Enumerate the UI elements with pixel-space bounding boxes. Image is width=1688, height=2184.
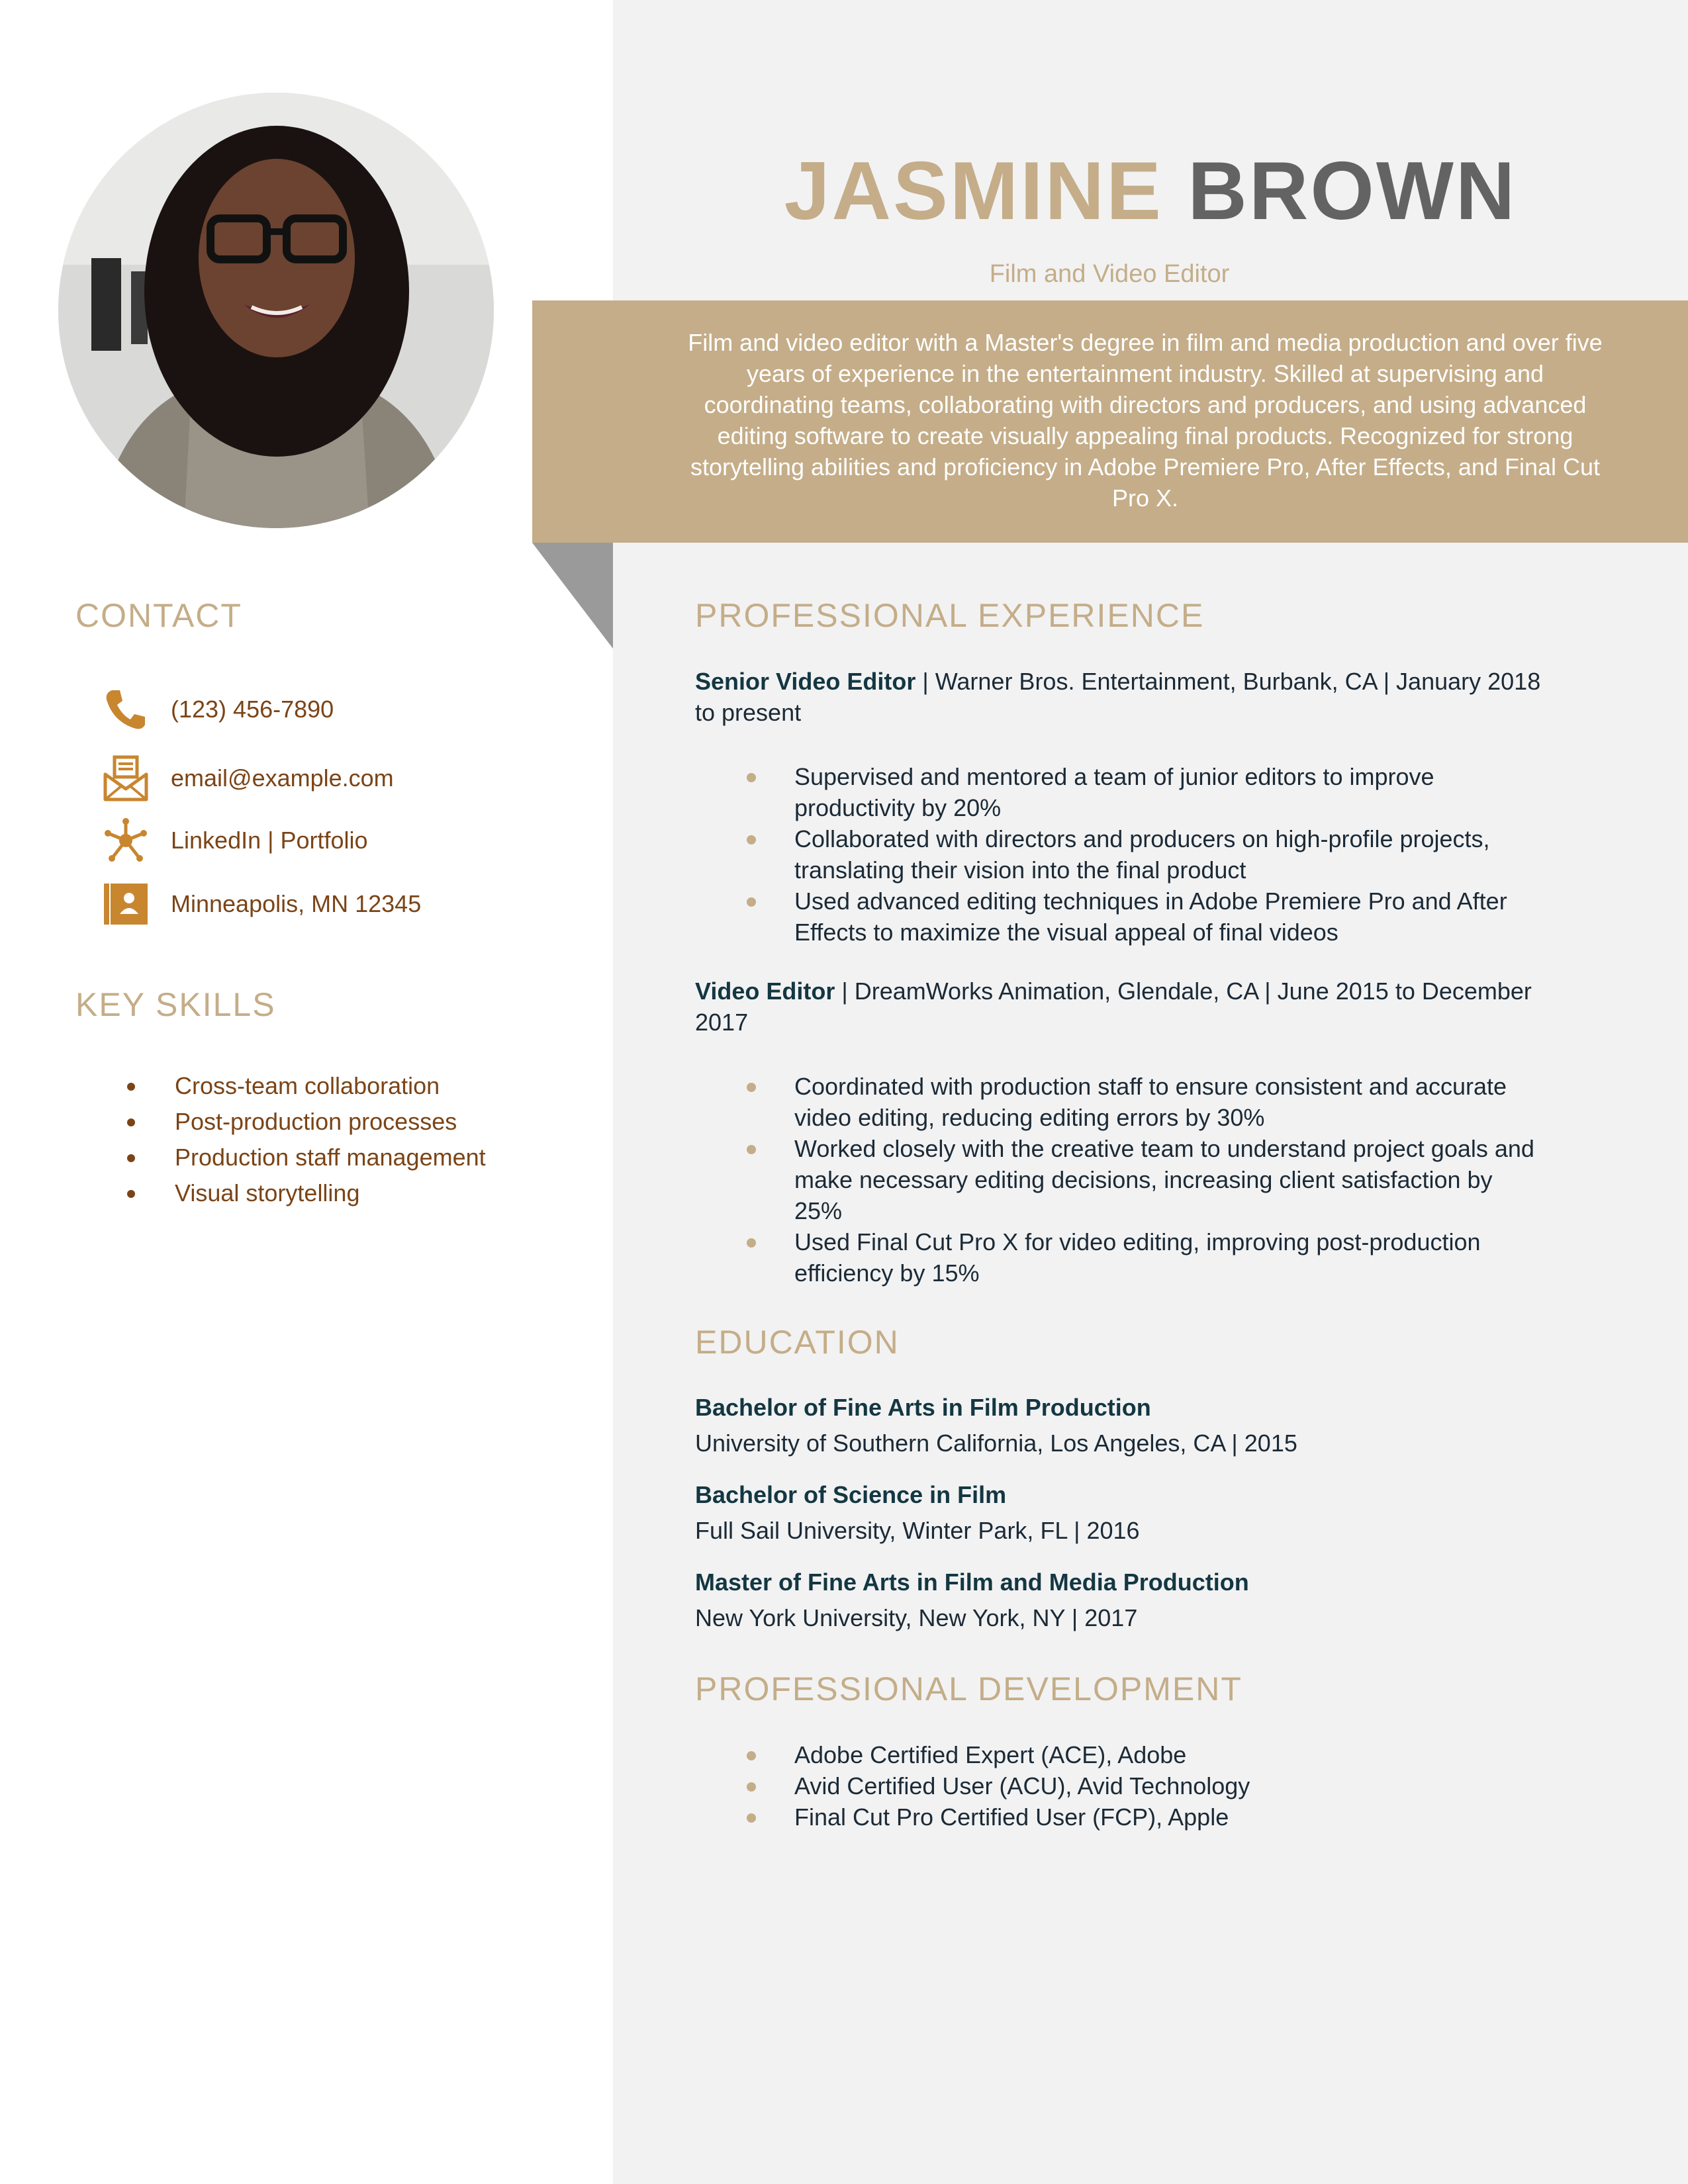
education-degree: Bachelor of Fine Arts in Film Production — [695, 1394, 1151, 1421]
job-header — [695, 666, 1556, 728]
contact-phone — [99, 683, 334, 736]
location-text: Minneapolis, MN 12345 — [171, 890, 422, 917]
development-heading: PROFESSIONAL DEVELOPMENT — [695, 1670, 1243, 1707]
candidate-name — [613, 142, 1688, 241]
list-item: Avid Certified User (ACU), Avid Technology — [741, 1770, 1536, 1801]
last-name: BROWN — [1188, 146, 1517, 237]
job-role: Senior Video Editor — [695, 668, 916, 695]
skills-heading: KEY SKILLS — [75, 986, 276, 1023]
list-item: Post-production processes — [123, 1104, 486, 1140]
contact-heading: CONTACT — [75, 597, 242, 634]
job-bullets — [741, 761, 1536, 948]
list-item: Collaborated with directors and producers on high-profile projects, translating their vision into the final product — [741, 823, 1536, 886]
profile-photo-illustration — [58, 93, 494, 528]
job-header — [695, 976, 1556, 1038]
contact-email[interactable] — [99, 752, 394, 805]
job-role: Video Editor — [695, 978, 835, 1005]
list-item: Cross-team collaboration — [123, 1068, 486, 1104]
job-details: | Warner Bros. Entertainment, Burbank, CA | January 2018 to present — [695, 668, 1541, 726]
ribbon-fold-shape — [532, 543, 613, 649]
profile-photo — [58, 93, 494, 528]
summary-text: Film and video editor with a Master's degree in film and media production and over five years of experience in the entertainment industry. Skilled at supervising and coordinating teams, collaborating with directors and producers, and using advanced editing software to create visually appealing final products. Recognized for strong storytelling abilities and proficiency in Adobe Premiere Pro, After Effects, and Final Cut Pro X. — [688, 329, 1603, 512]
links-text[interactable]: LinkedIn | Portfolio — [171, 827, 368, 854]
list-item: Supervised and mentored a team of junior editors to improve productivity by 20% — [741, 761, 1536, 823]
education-degree: Bachelor of Science in Film — [695, 1481, 1007, 1508]
first-name: JASMINE — [784, 146, 1163, 237]
phone-text: (123) 456-7890 — [171, 696, 334, 723]
list-item: Used Final Cut Pro X for video editing, improving post-production efficiency by 15% — [741, 1226, 1536, 1289]
phone-icon — [99, 683, 152, 736]
list-item: Worked closely with the creative team to understand project goals and make necessary editing decisions, increasing client satisfaction by 25% — [741, 1133, 1536, 1226]
list-item: Adobe Certified Expert (ACE), Adobe — [741, 1739, 1536, 1770]
job-details: | DreamWorks Animation, Glendale, CA | June 2015 to December 2017 — [695, 978, 1532, 1036]
list-item: Coordinated with production staff to ensure consistent and accurate video editing, reducing editing errors by 30% — [741, 1071, 1536, 1133]
job-title: Film and Video Editor — [989, 260, 1230, 288]
education-school: Full Sail University, Winter Park, FL | 2016 — [695, 1517, 1140, 1544]
job-bullets — [741, 1071, 1536, 1289]
education-school: University of Southern California, Los Angeles, CA | 2015 — [695, 1430, 1297, 1457]
education-heading: EDUCATION — [695, 1324, 900, 1361]
network-icon — [99, 814, 152, 867]
education-degree: Master of Fine Arts in Film and Media Production — [695, 1569, 1249, 1596]
list-item: Production staff management — [123, 1140, 486, 1175]
list-item: Final Cut Pro Certified User (FCP), Apple — [741, 1801, 1536, 1833]
list-item: Visual storytelling — [123, 1175, 486, 1211]
list-item: Used advanced editing techniques in Adobe Premiere Pro and After Effects to maximize the visual appeal of final videos — [741, 886, 1536, 948]
contact-location — [99, 878, 421, 931]
development-list — [741, 1739, 1536, 1833]
contact-links[interactable] — [99, 814, 368, 867]
experience-heading: PROFESSIONAL EXPERIENCE — [695, 597, 1205, 634]
email-text[interactable]: email@example.com — [171, 764, 394, 792]
contact-card-icon — [99, 878, 152, 931]
envelope-icon — [99, 752, 152, 805]
skills-list — [123, 1068, 486, 1211]
education-school: New York University, New York, NY | 2017 — [695, 1604, 1138, 1631]
